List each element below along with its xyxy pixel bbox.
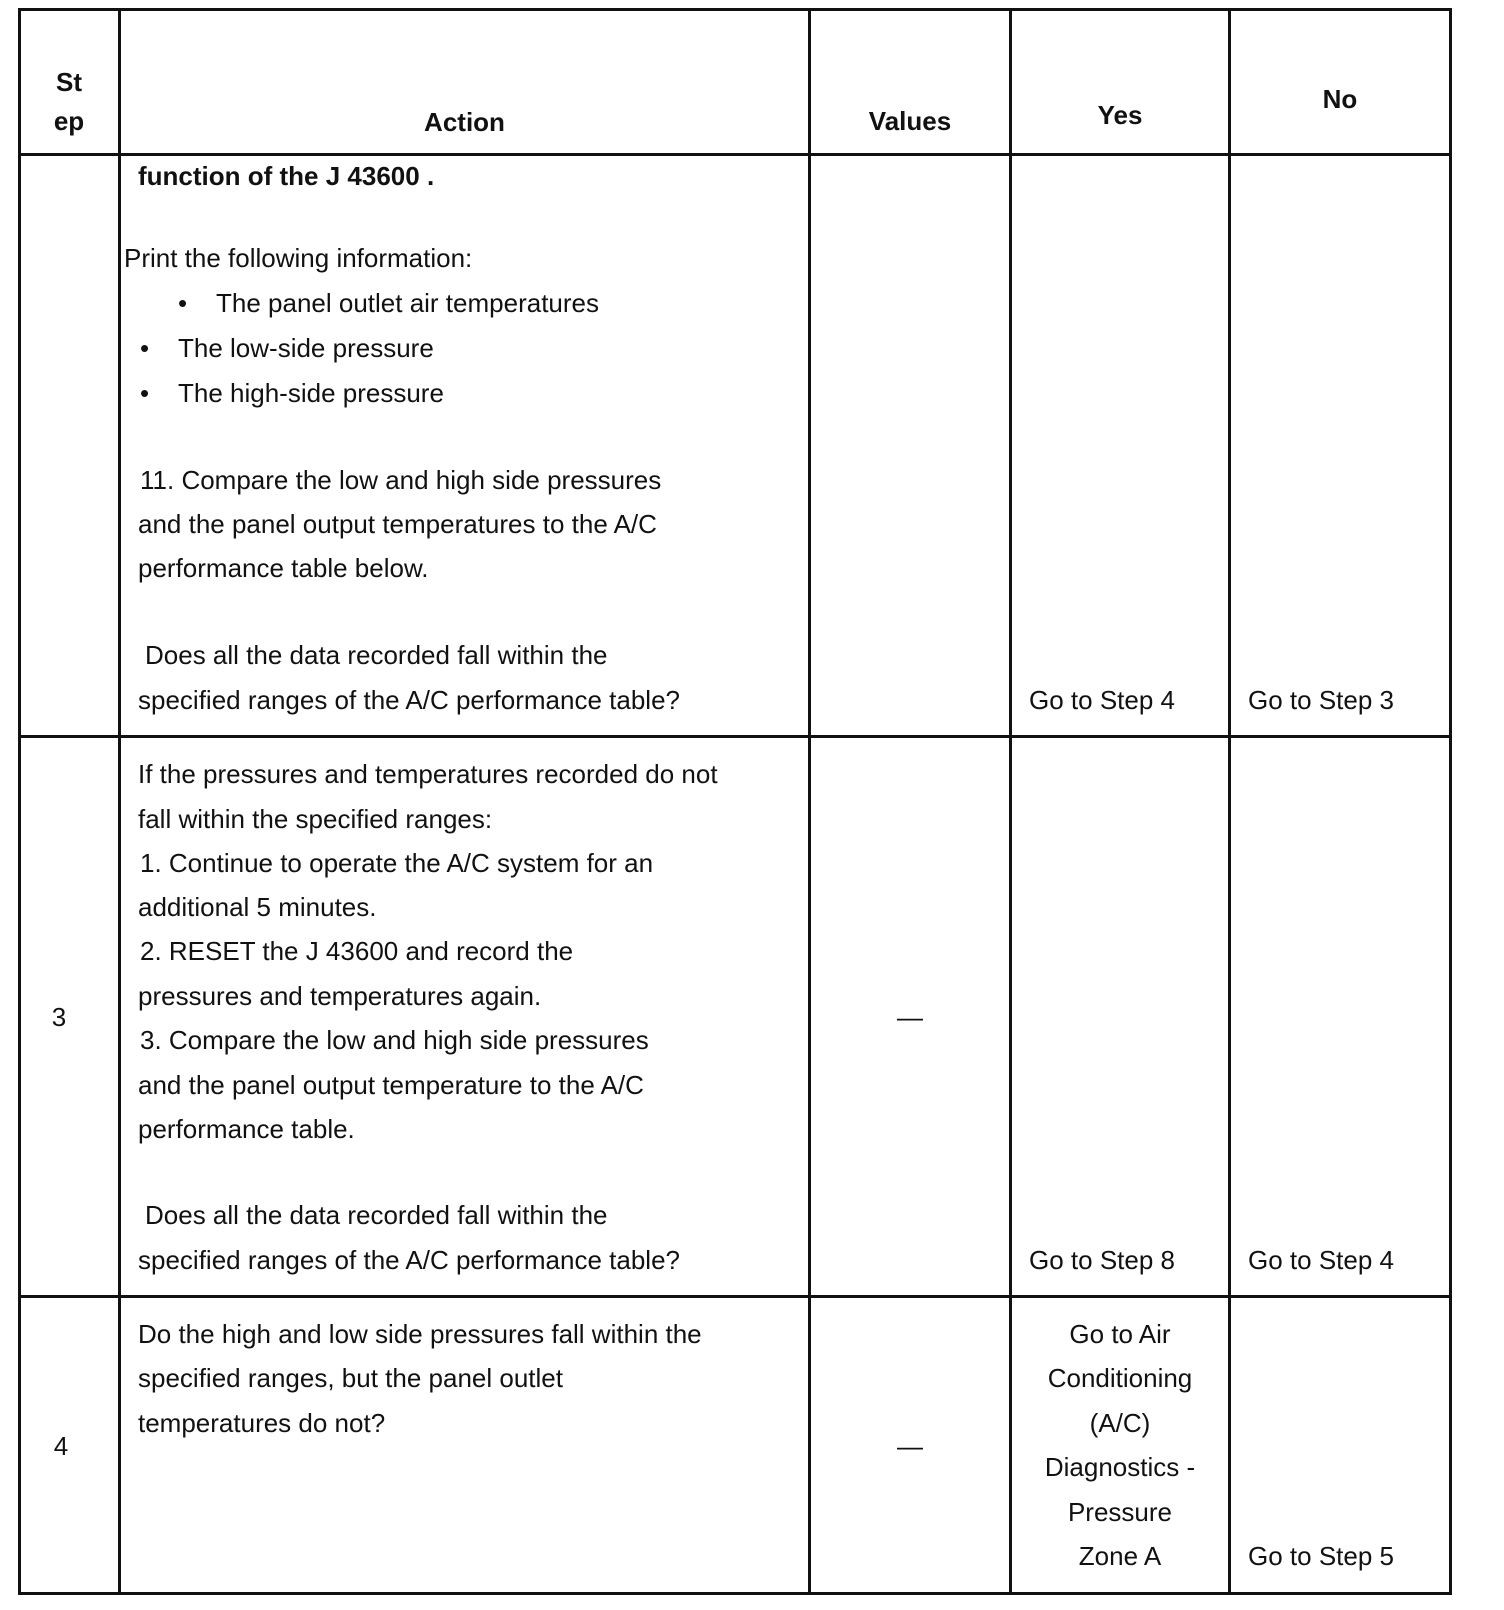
yes-result-line: Conditioning [1047, 1363, 1193, 1393]
action-line: specified ranges, but the panel outlet [138, 1363, 563, 1393]
header-no: No [1322, 84, 1358, 114]
action-line: additional 5 minutes. [138, 892, 377, 922]
yes-result-line: (A/C) [1089, 1408, 1151, 1438]
yes-result-line: Pressure [1067, 1497, 1173, 1527]
action-line: 2. RESET the J 43600 and record the [140, 936, 574, 966]
list-item: The panel outlet air temperatures [216, 288, 599, 318]
table-bottom-border [18, 1592, 1452, 1595]
step-number: 4 [53, 1431, 69, 1461]
action-line: 1. Continue to operate the A/C system for an [140, 848, 654, 878]
header-values: Values [868, 106, 952, 136]
header-action: Action [424, 107, 505, 137]
action-line: performance table. [138, 1114, 355, 1144]
bullet-icon: • [178, 288, 188, 318]
header-yes: Yes [1097, 100, 1143, 130]
action-line: 11. Compare the low and high side pressures [140, 465, 662, 495]
question-line: specified ranges of the A/C performance table? [138, 685, 680, 715]
action-line: fall within the specified ranges: [138, 804, 493, 834]
no-result: Go to Step 3 [1248, 685, 1394, 715]
no-result: Go to Step 4 [1248, 1245, 1394, 1275]
header-step: St [56, 67, 82, 97]
action-line: and the panel output temperatures to the A/C [138, 509, 657, 539]
yes-result-line: Go to Air [1069, 1319, 1171, 1349]
action-line: pressures and temperatures again. [138, 981, 542, 1011]
no-result: Go to Step 5 [1248, 1541, 1394, 1571]
action-line: Do the high and low side pressures fall within the [138, 1319, 702, 1349]
action-line: temperatures do not? [138, 1408, 386, 1438]
values-dash: — [897, 1002, 923, 1032]
bullet-icon: • [140, 378, 150, 408]
column-border-left [18, 9, 21, 1595]
question-line: specified ranges of the A/C performance table? [138, 1245, 680, 1275]
column-border-step [118, 9, 121, 1595]
yes-result: Go to Step 4 [1029, 685, 1175, 715]
list-item: The low-side pressure [178, 333, 434, 363]
header-step: ep [53, 106, 85, 136]
action-line: 3. Compare the low and high side pressures [140, 1025, 649, 1055]
yes-result-line: Zone A [1078, 1541, 1162, 1571]
question-line: Does all the data recorded fall within the [145, 640, 608, 670]
column-border-right [1449, 9, 1452, 1595]
action-line: Print the following information: [124, 243, 473, 273]
row-divider [18, 735, 1452, 738]
yes-result: Go to Step 8 [1029, 1245, 1175, 1275]
yes-result-line: Diagnostics - [1044, 1452, 1196, 1482]
question-line: Does all the data recorded fall within the [145, 1200, 608, 1230]
action-line: performance table below. [138, 553, 429, 583]
column-border-action [808, 9, 811, 1595]
row-divider [18, 1295, 1452, 1298]
table-top-border [18, 8, 1452, 11]
step-number: 3 [51, 1002, 67, 1032]
action-line: function of the J 43600 . [138, 161, 435, 191]
values-dash: — [897, 1431, 923, 1461]
action-line: If the pressures and temperatures recorded do not [138, 759, 718, 789]
list-item: The high-side pressure [178, 378, 444, 408]
action-line: and the panel output temperature to the A/C [138, 1070, 644, 1100]
bullet-icon: • [140, 333, 150, 363]
column-border-yes [1228, 9, 1231, 1595]
